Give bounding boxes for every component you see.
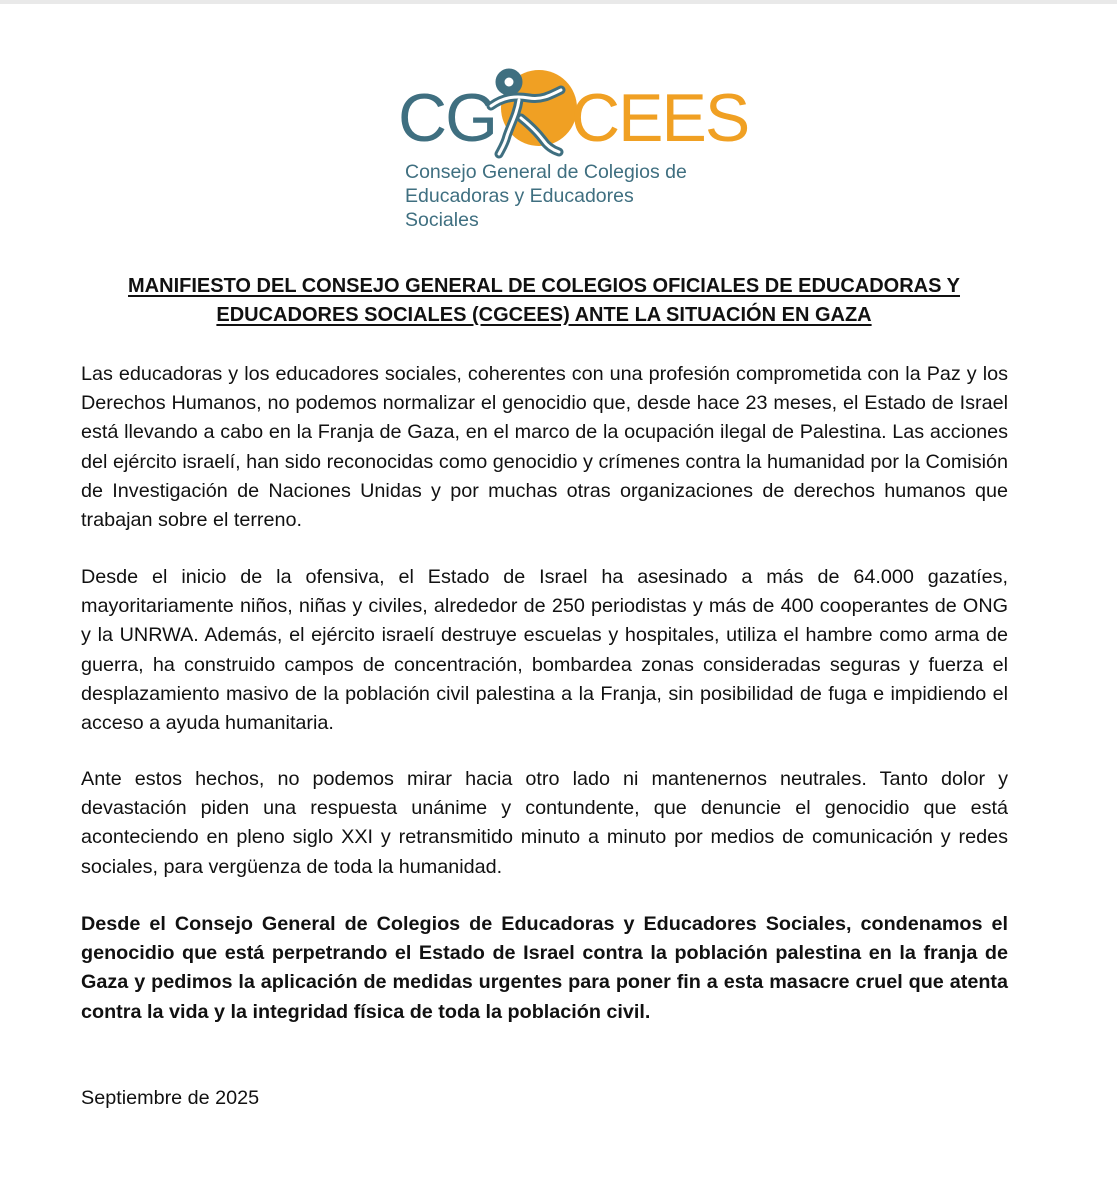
- document-date: Septiembre de 2025: [81, 1087, 260, 1109]
- logo-figure-icon: [477, 66, 577, 164]
- document-title: [80, 272, 1008, 330]
- logo-wordmark: [395, 62, 749, 162]
- paragraph-1: Las educadoras y los educadores sociales, coherentes con una profesión comprometida con la Paz y los Derechos Humanos, no podemos normalizar el genocidio que, desde hace 23 meses, el Estado de Israel está llevando a cabo en la Franja de Gaza, en el marco de la ocupación ilegal de Palestina. Las acciones del ejército israelí, han sido reconocidas como genocidio y crímenes contra la humanidad por la Comisión de Investigación de Naciones Unidas y por muchas otras organizaciones de derechos humanos que trabajan sobre el terreno.: [81, 363, 1008, 532]
- logo-subtitle-line1: Consejo General de Colegios de: [405, 161, 687, 183]
- logo-subtitle-line2: Educadoras y Educadores Sociales: [405, 185, 634, 231]
- logo-text-cees: CEES: [571, 80, 749, 156]
- paragraph-3: Ante estos hechos, no podemos mirar hacia otro lado ni mantenernos neutrales. Tanto dolor y devastación piden una respuesta unánime y contundente, que denuncie el genocidio que está aconteciendo en pleno siglo XXI y retransmitido minuto a minuto por medios de comunicación y redes sociales, para vergüenza de toda la humanidad.: [81, 768, 1008, 878]
- top-border: [0, 0, 1117, 4]
- cgcees-logo: [395, 62, 749, 231]
- paragraph-4-conclusion: Desde el Consejo General de Colegios de Educadoras y Educadores Sociales, condenamos el genocidio que está perpetrando el Estado de Israel contra la población palestina en la franja de Gaza y pedimos la aplicación de medidas urgentes para poner fin a esta masacre cruel que atenta contra la vida y la integridad física de toda la población civil.: [81, 913, 1008, 1023]
- paragraph-2: Desde el inicio de la ofensiva, el Estado de Israel ha asesinado a más de 64.000 gazatíes, mayoritariamente niños, niñas y civiles, alrededor de 250 periodistas y más de 400 cooperantes de ONG y la UNRWA. Además, el ejército israelí destruye escuelas y hospitales, utiliza el hambre como arma de guerra, ha construido campos de concentración, bombardea zonas consideradas seguras y fuerza el desplazamiento masivo de la población civil palestina a la Franja, sin posibilidad de fuga e impidiendo el acceso a ayuda humanitaria.: [81, 566, 1008, 735]
- document-title-line2: EDUCADORES SOCIALES (CGCEES) ANTE LA SITUACIÓN EN GAZA: [216, 304, 872, 326]
- document-title-line1: MANIFIESTO DEL CONSEJO GENERAL DE COLEGIOS OFICIALES DE EDUCADORAS Y: [128, 275, 960, 297]
- logo-text-cg: CG: [398, 80, 496, 156]
- logo-subtitle: [405, 160, 705, 232]
